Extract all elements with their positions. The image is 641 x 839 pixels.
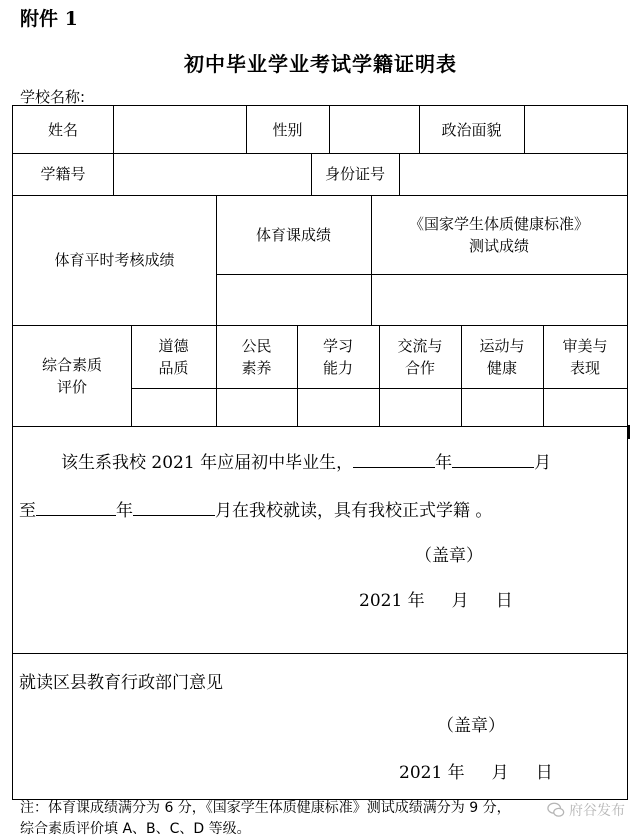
attachment-label: 附件 1: [20, 8, 78, 30]
wechat-icon: [547, 801, 565, 819]
note-line-2: 综合素质评价填 A、B、C、D 等级。: [20, 821, 251, 837]
quality-item-line2: 合作: [404, 358, 435, 377]
quality-item-line1: 交流与: [397, 336, 443, 355]
month-blank[interactable]: [133, 497, 215, 516]
gender-field[interactable]: [329, 106, 419, 153]
quality-item-line1: 公民: [241, 336, 272, 355]
quality-item-line1: 学习: [322, 336, 353, 355]
page-title: 初中毕业学业考试学籍证明表: [184, 52, 457, 76]
quality-item-sports: [461, 325, 543, 388]
quality-civic-grade-field[interactable]: [216, 388, 297, 426]
quality-communication-grade-field[interactable]: [379, 388, 461, 426]
certificate-table: [12, 105, 628, 800]
year-text: 年: [435, 453, 453, 473]
quality-item-line1: 道德: [158, 336, 189, 355]
fitness-standard-line2: 测试成绩: [468, 236, 529, 255]
year-blank[interactable]: [36, 497, 116, 516]
bureau-seal-label: （盖章）: [437, 716, 505, 736]
quality-evaluation-line2: 评价: [56, 377, 87, 396]
quality-item-learning: [297, 325, 379, 388]
statement-line-1: [61, 448, 551, 473]
quality-moral-grade-field[interactable]: [131, 388, 216, 426]
quality-item-line1: 运动与: [479, 336, 525, 355]
quality-evaluation-line1: 综合素质: [41, 355, 102, 374]
month-text: 月: [534, 453, 552, 473]
year-text: 年: [116, 501, 133, 521]
name-label: 姓名: [47, 120, 78, 139]
school-name-label: 学校名称:: [20, 88, 86, 106]
month-blank[interactable]: [452, 449, 534, 468]
pe-course-score-field[interactable]: [216, 274, 371, 325]
quality-item-line2: 素养: [241, 358, 272, 377]
quality-item-line2: 品质: [158, 358, 189, 377]
student-number-field[interactable]: [113, 153, 311, 195]
watermark: [547, 800, 625, 820]
quality-item-communication: [379, 325, 461, 388]
pe-daily-score-label: 体育平时考核成绩: [54, 251, 175, 269]
quality-aesthetics-grade-field[interactable]: [543, 388, 627, 426]
id-number-field[interactable]: [399, 153, 627, 195]
school-date: 2021 年 月 日: [359, 591, 513, 611]
political-status-label: 政治面貌: [441, 120, 502, 139]
quality-item-line2: 健康: [486, 358, 517, 377]
id-number-label: 身份证号: [324, 165, 385, 183]
statement-text: 至: [19, 501, 36, 521]
watermark-text: 府谷发布: [569, 803, 625, 819]
quality-item-line2: 能力: [322, 358, 353, 377]
note-line-1: 注：体育课成绩满分为 6 分，《国家学生体质健康标准》测试成绩满分为 9 分，: [20, 800, 511, 816]
quality-item-aesthetics: [543, 325, 627, 388]
quality-item-moral: [131, 325, 216, 388]
statement-text: 该生系我校 2021 年应届初中毕业生，: [61, 453, 354, 473]
bureau-date: 2021 年 月 日: [399, 763, 553, 783]
student-number-label: 学籍号: [40, 165, 86, 183]
quality-evaluation-label: [13, 325, 131, 426]
quality-learning-grade-field[interactable]: [297, 388, 379, 426]
name-field[interactable]: [113, 106, 246, 153]
statement-text: 月在我校就读，具有我校正式学籍 。: [215, 501, 493, 521]
school-seal-label: （盖章）: [415, 546, 483, 566]
fitness-standard-score-field[interactable]: [371, 274, 627, 325]
bureau-opinion-label: 就读区县教育行政部门意见: [19, 673, 223, 693]
quality-sports-grade-field[interactable]: [461, 388, 543, 426]
political-status-field[interactable]: [524, 106, 627, 153]
quality-item-civic: [216, 325, 297, 388]
pe-course-score-label: 体育课成绩: [255, 225, 331, 244]
fitness-standard-line1: 《国家学生体质健康标准》: [408, 214, 589, 233]
gender-label: 性别: [272, 120, 303, 139]
year-blank[interactable]: [353, 449, 435, 468]
quality-item-line1: 审美与: [562, 336, 608, 355]
statement-line-2: [19, 496, 492, 521]
fitness-standard-score-label: [371, 195, 627, 274]
quality-item-line2: 表现: [569, 358, 600, 377]
text-cursor: [628, 425, 630, 439]
